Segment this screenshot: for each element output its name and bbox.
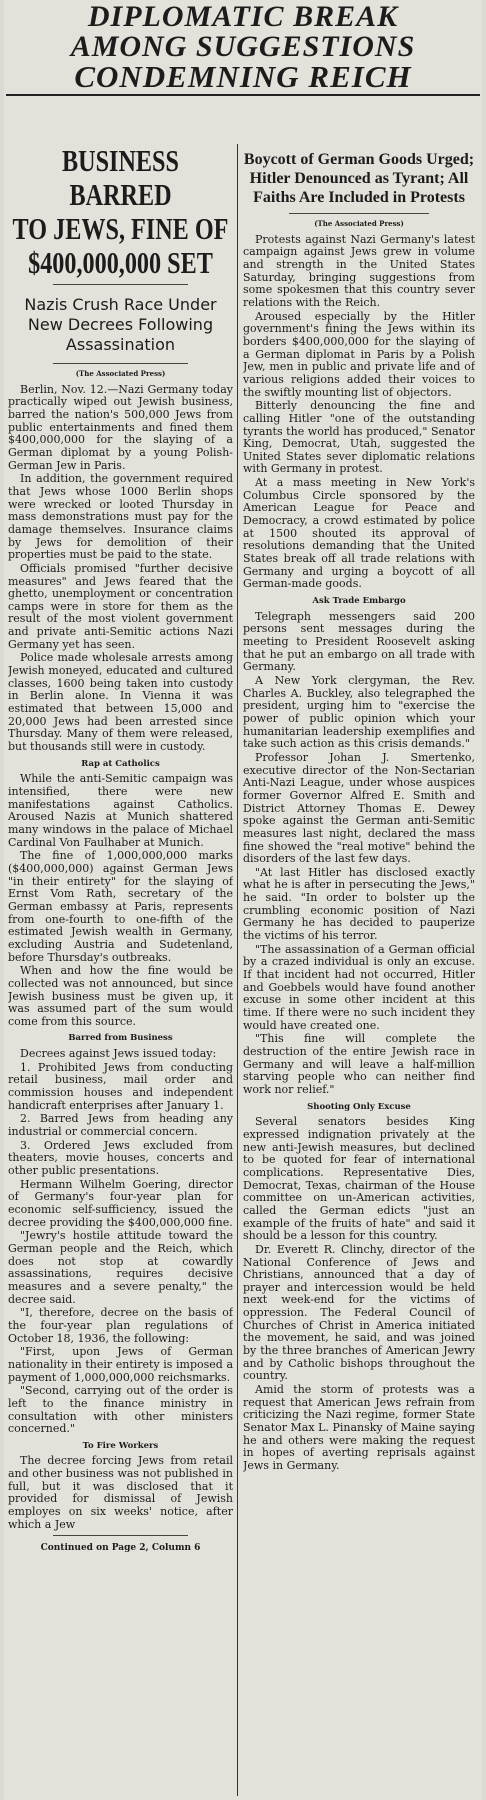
body-paragraph: Police made wholesale arrests among Jewish moneyed, educated and cultured classes, 1600 being taken into custody in Berlin alone. In Vienna it was estimated that between 15,000 and 20,000 Jews had been arrested since Thursday. Many of them were released, but thousands still were in custody. — [8, 651, 233, 754]
body-paragraph: 1. Prohibited Jews from conducting retail business, mail order and commission houses and independent handicraft enterprises after January 1. — [8, 1060, 233, 1112]
banner-line-2: AMONG SUGGESTIONS — [70, 30, 416, 63]
right-deck-divider — [289, 213, 428, 214]
body-paragraph: "At last Hitler has disclosed exactly what he is after in persecuting the Jews," he said. "In order to bolster up the crumbling economic position of Nazi Germany he has decided to pauperize the victims of his terror. — [243, 865, 475, 943]
body-paragraph: Dr. Everett R. Clinchy, director of the National Conference of Jews and Christians, announced that a day of prayer and intercession would be held next week-end for the victims of oppression. The Federal Council of Churches of Christ in America initiated the movement, he said, and was joined by the three branches of American Jewry and by Catholic bishops throughout the country. — [243, 1242, 475, 1383]
left-body-a — [8, 384, 233, 754]
left-headline-line-1: BUSINESS BARRED — [62, 144, 179, 212]
left-headline-line-2: TO JEWS, FINE OF — [12, 211, 229, 246]
right-subhead-1: Ask Trade Embargo — [312, 596, 406, 607]
body-paragraph: At a mass meeting in New York's Columbus Circle sponsored by the American League for Peace and Democracy, a crowd estimated by police at 1500 shouted its approval of resolutions demanding that the United States break off all trade relations with Germany and urging a boycott of all German-made goods. — [243, 476, 475, 591]
body-paragraph: While the anti-Semitic campaign was intensified, there were new manifestations against Catholics. Aroused Nazis at Munich shattered many windows in the palace of Michael Cardinal Von Faulhaber at Munich. — [8, 772, 233, 849]
right-credit: (The Associated Press) — [314, 219, 404, 228]
body-paragraph: Berlin, Nov. 12.—Nazi Germany today practically wiped out Jewish business, barred the nation's 500,000 Jews from public entertainments and fined them $400,000,000 for the slaying of a German diplomat by a young Polish-German Jew in Paris. — [8, 382, 233, 472]
body-paragraph: Amid the storm of protests was a request that American Jews refrain from criticizing the Nazi regime, former State Senator Max L. Pinansky of Maine saying he and others were making the request in hopes of averting reprisals against Jews in Germany. — [243, 1383, 475, 1472]
right-deck: Boycott of German Goods Urged; Hitler Denounced as Tyrant; All Faiths Are Included in Protests — [243, 151, 475, 206]
body-paragraph: Bitterly denouncing the fine and calling Hitler "one of the outstanding tyrants the world has produced," Senator King, Democrat, Utah, suggested the United States sever diplomatic relations with Germany in protest. — [243, 399, 475, 476]
left-credit: (The Associated Press) — [75, 369, 166, 378]
right-subhead-2: Shooting Only Excuse — [307, 1101, 411, 1112]
left-deck: Nazis Crush Race Under New Decrees Following Assassination — [24, 295, 217, 354]
left-headline-line-3: $400,000,000 SET — [28, 245, 213, 280]
body-paragraph: Telegraph messengers said 200 persons sent messages during the meeting to President Roosevelt asking that he put an embargo on all trade with Germany. — [243, 609, 475, 674]
body-paragraph: "First, upon Jews of German nationality in their entirety is imposed a payment of 1,000,000,000 reichsmarks. — [8, 1345, 233, 1384]
left-subhead-3: To Fire Workers — [82, 1440, 159, 1451]
newspaper-page — [4, 0, 482, 1800]
column-rule — [237, 144, 238, 1796]
body-paragraph: Protests against Nazi Germany's latest campaign against Jews grew in volume and strength in the United States Saturday, bringing suggestions from some spokesmen that this country sever relations with the Reich. — [243, 232, 475, 309]
left-article — [8, 144, 233, 1555]
left-body-b — [8, 773, 233, 1028]
banner-headline — [4, 0, 482, 92]
headline-divider — [53, 284, 188, 285]
body-paragraph: "The assassination of a German official by a crazed individual is only an excuse. If that incident had not occurred, Hitler and Goebbels would have found another excuse in some other incident at this time. If there were no such incident they would have created one. — [243, 942, 475, 1032]
body-paragraph: 3. Ordered Jews excluded from theaters, movie houses, concerts and other public presentations. — [8, 1138, 233, 1178]
body-paragraph: "Second, carrying out of the order is left to the finance ministry in consultation with other ministers concerned." — [8, 1384, 233, 1436]
body-paragraph: 2. Barred Jews from heading any industrial or commercial concern. — [8, 1112, 233, 1139]
body-paragraph: In addition, the government required that Jews whose 1000 Berlin shops were wrecked or looted Thursday in mass demonstrations must pay for the damage themselves. Insurance claims by Jews for demolition of their properties must be paid to the state. — [8, 472, 233, 562]
body-paragraph: "Jewry's hostile attitude toward the German people and the Reich, which does not stop at cowardly assassinations, requires decisive measures and a severe penalty," the decree said. — [8, 1229, 233, 1306]
body-paragraph: "This fine will complete the destruction of the entire Jewish race in Germany and will leave a half-million starving people who can neither find work nor relief." — [243, 1032, 475, 1096]
right-body-a — [243, 234, 475, 591]
body-paragraph: Aroused especially by the Hitler government's fining the Jews within its borders $400,000,000 for the slaying of a German diplomat in Paris by a Polish Jew, men in public and private life and of various religions added their voices to the swiftly mounting list of objectors. — [243, 309, 475, 399]
body-paragraph: Officials promised "further decisive measures" and Jews feared that the ghetto, unemployment or concentration camps were in store for them as the result of the most violent government and private anti-Semitic actions Nazi Germany yet has seen. — [8, 561, 233, 651]
right-body-b — [243, 611, 475, 1097]
right-body-c — [243, 1116, 475, 1472]
banner-line-3: CONDEMNING REICH — [74, 59, 412, 94]
right-article — [243, 144, 475, 1473]
banner-rule — [6, 94, 480, 96]
body-paragraph: Several senators besides King expressed indignation privately at the new anti-Jewish measures, but declined to be quoted for fear of international complications. Representative Dies, Democrat, Texas, chairman of the House committee on un-American activities, called the German edicts "just an example of the fruits of hate" and said it should be a lesson for this country. — [243, 1115, 475, 1243]
continued-divider — [53, 1535, 188, 1536]
left-subhead-1: Rap at Catholics — [81, 758, 160, 769]
left-body-c — [8, 1048, 233, 1436]
body-paragraph: Professor Johan J. Smertenko, executive director of the Non-Sectarian Anti-Nazi League, under whose auspices former Governor Alfred E. Smith and District Attorney Thomas E. Dewey spoke against the German anti-Semitic measures last night, declared the mass fine showed the "real motive" behind the disorders of the last few days. — [243, 750, 475, 866]
banner-line-1: DIPLOMATIC BREAK — [87, 0, 399, 33]
left-subhead-2: Barred from Business — [68, 1033, 173, 1044]
continued-line: Continued on Page 2, Column 6 — [40, 1543, 201, 1554]
body-paragraph: When and how the fine would be collected was not announced, but since Jewish business must be given up, it was assumed part of the sum would come from this source. — [8, 964, 233, 1028]
left-body-d — [8, 1455, 233, 1531]
body-paragraph: Hermann Wilhelm Goering, director of Germany's four-year plan for economic self-sufficiency, issued the decree providing the $400,000,000 fine. — [8, 1177, 233, 1229]
deck-divider — [53, 363, 188, 364]
body-paragraph: Decrees against Jews issued today: — [20, 1047, 217, 1061]
body-paragraph: A New York clergyman, the Rev. Charles A. Buckley, also telegraphed the president, urging him to "exercise the power of public opinion which your humanitarian leadership exemplifies and take such action as this crisis demands." — [243, 673, 475, 751]
body-paragraph: The decree forcing Jews from retail and other business was not published in full, but it was disclosed that it provided for dismissal of Jewish employes on six weeks' notice, after which a Jew — [8, 1454, 233, 1531]
body-paragraph: "I, therefore, decree on the basis of the four-year plan regulations of October 18, 1936, the following: — [8, 1306, 233, 1345]
article-columns — [4, 144, 482, 1796]
body-paragraph: The fine of 1,000,000,000 marks ($400,000,000) against German Jews "in their entirety" for the slaying of Ernst Vom Rath, secretary of the German embassy at Paris, represents from one-fourth to one-fifth of the estimated Jewish wealth in Germany, excluding Austria and Sudetenland, before Thursday's outbreaks. — [8, 849, 233, 964]
